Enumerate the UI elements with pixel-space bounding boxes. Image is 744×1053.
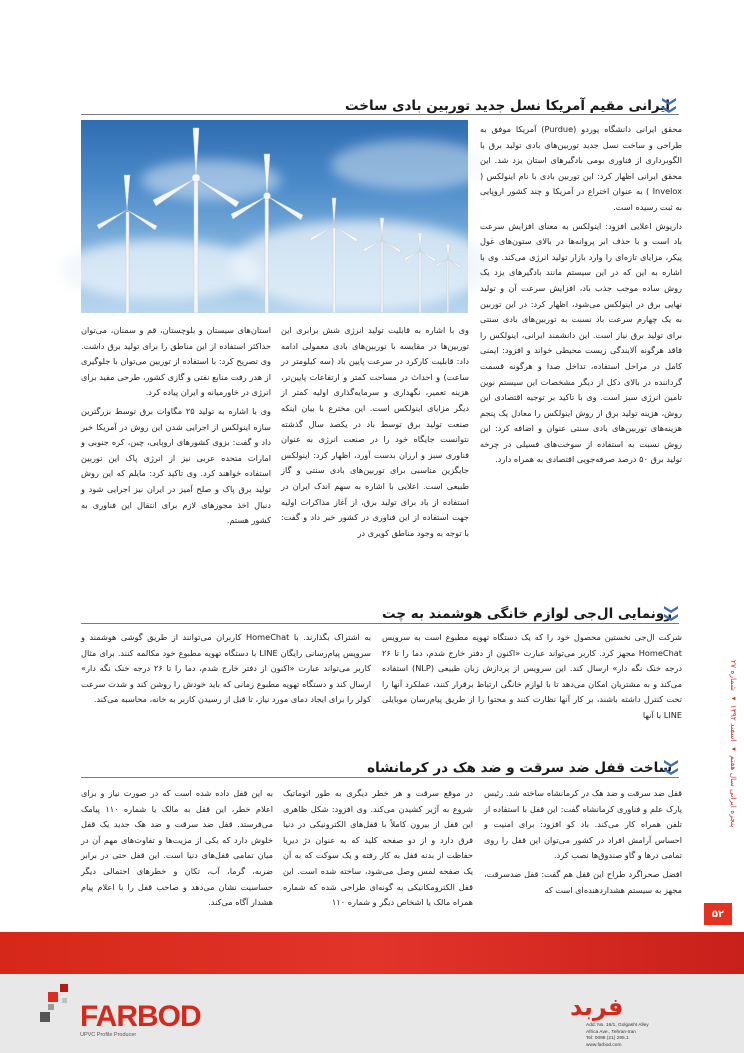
article1-col-middle <box>281 323 469 588</box>
article1-col-left <box>81 323 271 588</box>
paragraph: شرکت ال‌جی نخستین محصول خود را که یک دستگاه تهویه مطبوع است به سرویس HomeChat مجهز کرد. کاربر می‌تواند عبارت «اکنون از دفتر خارج شدم، دما را تا ۲۶ درجه خنک نگه دار» ارسال کند. این سرویس از پردازش زبان طبیعی (NLP) استفاده می‌کند و به مشتریان امکان می‌دهد تا با لوازم خانگی ارتباط برقرار کنند، عملکرد آنها را تحت کنترل داشته باشند، بر کار آنها نظارت کنند و محتوا را از طریق پیام‌رسان موبایلی LINE با آنها <box>382 632 682 720</box>
article-title: ساخت قفل ضد سرقت و ضد هک در کرمانشاه <box>367 760 672 776</box>
address-line: Add: No. 16/1, Golgasht Alley <box>586 1023 649 1028</box>
farbod-tagline: UPVC Profile Producer <box>80 1032 137 1038</box>
paragraph: به اشتراک بگذارند. با HomeChat کاربران می‌توانند از طریق گوشی هوشمند و سرویس پیام‌رسانی رایگان LINE با دستگاه تهویه مطبوع خود مکالمه کنند. برای مثال کاربر می‌تواند عبارت «اکنون از دفتر خارج شدم، دما را تا ۲۶ درجه خنک نگه دار» ارسال کند و دستگاه تهویه مطبوع زمانی که باید خودش را روشن کند و شدت سرعت کولر را برای ایجاد دمای مورد نیاز، تا قبل از رسیدن کاربر به خانه، محاسبه می‌کند. <box>81 632 371 705</box>
paragraph: داریوش اعلایی افزود: اینولکس به معنای افزایش سرعت باد است و با حذف ابر پروانه‌ها در بالای ستون‌های غول پیکر، مزایای تازه‌ای را وارد بازار تولید انرژی می‌کند. وی با اشاره به این که در این سیستم مانند بادگیرهای یزد یک روش ساده موجب جذب باد، افزایش سرعت آن و تولید نهایی برق در اینولکس می‌شود، اظهار کرد: در این توربین به یک چهارم سرعت باد نسبت به توربین‌های بادی سنتی برای تولید برق نیاز است. این دانشمند ایرانی، اینولکس را فاقد هرگونه آلایندگی زیست محیطی خواند و افزود: ایمنی کامل در مراحل استفاده، تداخل صدا و هرگونه قسمت گرداننده در بالای دکل از دیگر مشخصات این سیستم نوین تامین انرژی سبز است. وی با تاکید بر توجیه اقتصادی این روش، هزینه تولید برق از روش اینولکس را معادل یک پنجم هزینه‌های توربین‌های بادی سنتی عنوان و اضافه کرد: این روش نسبت به استفاده از سوخت‌های فسیلی در چرخه تولید برق ۵۰ درصد صرفه‌جویی اقتصادی به همراه دارد. <box>480 220 682 465</box>
farbod-logo-fa: فربد <box>570 993 624 1021</box>
ad-red-banner <box>0 932 744 974</box>
article3-col-right <box>484 786 682 901</box>
running-head: پنجره ایرانی سال هفتم ◂ اسفند ۱۳۹۲ ◂ شماره ۲۷ <box>729 660 738 828</box>
heading-wind-turbine <box>345 90 676 114</box>
paragraph: وی با اشاره به تولید ۲۵ مگاوات برق توسط بزرگترین سازه اینولکس از اجرایی شدن این روش در آمریکا خبر داد و گفت: بزوی کشورهای اروپایی، چین، کره جنوبی و امارات متحده عربی نیز از انرژی پاک این توربین استفاده خواهند کرد. وی تاکید کرد: مایلم که این روش تولید برق پاک و صلح آمیز در ایران نیز اجرایی شود و دنبال اخذ مجوزهای لازم برای انتقال این فناوری به کشور هستم. <box>81 405 271 526</box>
paragraph: وی با اشاره به قابلیت تولید انرژی شش برابری این توربین‌ها در مقایسه با توربین‌های بادی معمولی ادامه داد: قابلیت کارکرد در سرعت پایین باد (سه کیلومتر در ساعت) و احداث در مساحت کمتر و ارتفاعات پایین‌تر، هزینه تعمیر، نگهداری و سرمایه‌گذاری اولیه کمتر از دیگر مزایای اینولکس است. این مخترع با بیان اینکه صنعت تولید برق توسط باد در یکصد سال گذشته نتوانست جایگاه خود را در صنعت انرژی به عنوان فناوری سبز و ارزان بدست آورد، اظهار کرد: اینولکس جایگزین مناسبی برای توربین‌های بادی سنتی و گاز طبیعی است. اعلایی با اشاره به سهم اندک ایران در استفاده از باد برای تولید برق، از آغاز مذاکرات اولیه جهت استفاده از این فناوری در کشور خبر داد و گفت: با توجه به وجود مناطق کویری در <box>281 325 469 538</box>
paragraph: قفل ضد سرقت و ضد هک در کرمانشاه ساخته شد. رئیس پارک علم و فناوری کرمانشاه گفت: این قفل با استفاده از تلفن همراه کار می‌کند. باد کو افزود: برای امنیت و احساس آرامش افراد در کشور می‌توان این قفل را روی تمامی درها و گاو صندوق‌ها نصب کرد. <box>484 788 682 861</box>
address-line: Africa Ave., Tehran-Iran <box>586 1029 636 1035</box>
article3-col-left <box>81 786 273 908</box>
article-title: رونمایی ال‌جی لوازم خانگی هوشمند به چت <box>382 606 672 622</box>
wind-turbines-photo <box>81 120 468 313</box>
paragraph: استان‌های سیستان و بلوچستان، قم و سمنان، می‌توان حداکثر استفاده از این مناطق را برای تولید برق داشت. وی تصریح کرد: با استفاده از توربین می‌توان با جلوگیری از هدر رفت منابع نفتی و گازی کشور، طرحی مفید برای انرژی در خاورمیانه و ایران پیاده کرد. <box>81 325 271 398</box>
heading-rule <box>81 777 679 778</box>
turbine-illustration <box>81 120 468 313</box>
article3-col-middle <box>283 786 473 908</box>
paragraph: افضل صحرا‌گرد طراح این قفل هم گفت: قفل ضدسرقت، مجهز به سیستم هشداردهنده‌ای است که <box>484 868 682 895</box>
ad-address <box>586 1023 686 1049</box>
address-line: www.farbod.com <box>586 1042 622 1048</box>
heading-lg-homechat <box>382 598 678 622</box>
article-title: ایرانی مقیم آمریکا نسل جدید توربین بادی ساخت <box>345 98 670 114</box>
article1-col-right <box>480 122 682 588</box>
heading-rule <box>81 623 679 624</box>
farbod-logo: FARBOD <box>80 1000 201 1033</box>
paragraph: در موقع سرقت و هر خطر دیگری به طور اتوماتیک شروع به آژیر کشیدن می‌کند. وی افزود: شکل ظاهری این قفل از بیرون کاملاً با قفل‌های الکترونیکی در دنیا فرق دارد و از دو صفحه کلید که به عنوان دژ دیریا حفاظت از بدنه قفل به کار رفته و یک سوکت که به آن یک صفحه لمس وصل می‌شود، ساخته شده است. این قفل الکترومکانیکی به گونه‌ای طراحی شده که شماره همراه مالک یا اشخاص دیگر و شماره ۱۱۰ <box>283 788 473 908</box>
page-number: ۵۲ <box>704 903 732 925</box>
paragraph: محقق ایرانی دانشگاه پوردو (Purdue) آمریکا موفق به طراحی و ساخت نسل جدید توربین‌های بادی تولید برق با الگوبرداری از فناوری بومی بادگیرهای استان یزد شد. این محقق ایرانی اظهار کرد: این توربین بادی با نام اینولکس ( Invelox ) به عنوان اختراع در آمریکا و چند کشور اروپایی به ثبت رسیده است. <box>480 124 682 212</box>
article2-col-right <box>382 630 682 740</box>
heading-smart-lock <box>367 752 678 776</box>
address-line: Tel: 0098 (21) 295.1 <box>586 1036 629 1041</box>
paragraph: به این قفل داده شده است که در صورت نیاز و برای اعلام خطر، این قفل به مالک یا شماره ۱۱۰ پیامک می‌فرستد. قفل ضد سرقت و ضد هک جدید یک قفل خلوش دارد که یکی از مزیت‌ها و تفاوت‌های مهم آن در میان تمامی قفل‌های دنیا است. این قفل حتی در برابر ضربه، گرما، آب، تکان و خطرهای احتمالی دیگر حساسیت نشان می‌دهد و صاحب قفل را با اعلام پیام هشدار آگاه می‌کند. <box>81 788 273 908</box>
heading-rule <box>81 114 679 115</box>
article2-col-left <box>81 630 371 740</box>
